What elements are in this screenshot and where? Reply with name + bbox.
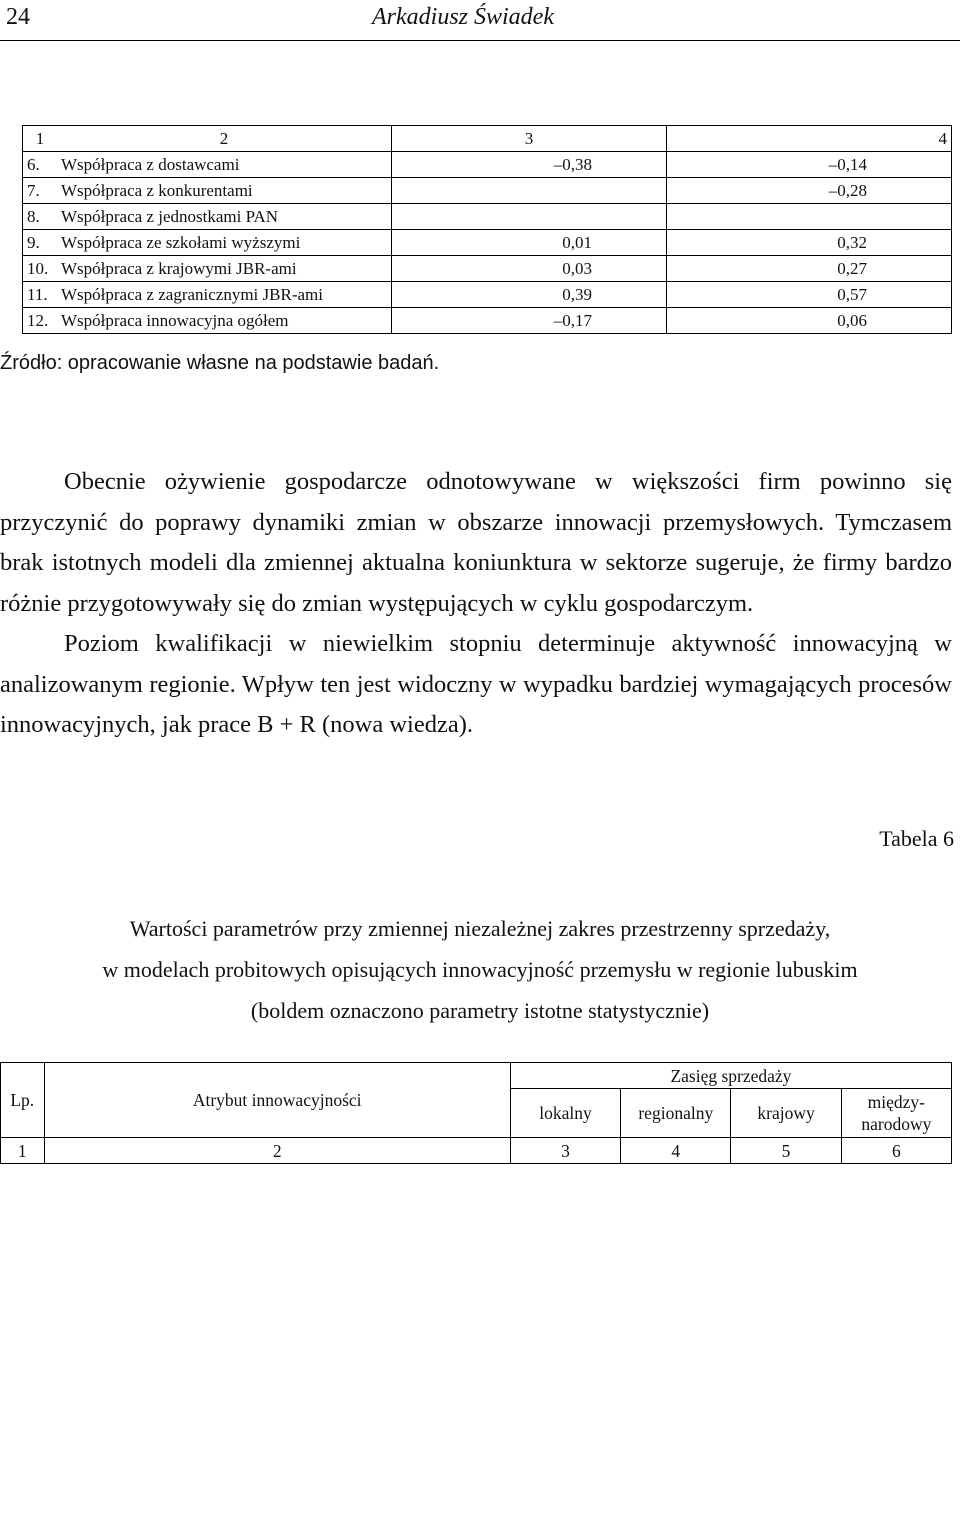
row-value: –0,14 [667,152,952,178]
table-column-numbers [1,1138,952,1164]
paragraph: Obecnie ożywienie gospodarcze odnotowywane w większości firm powinno się przyczynić do poprawy dynamiki zmian w obszarze innowacji przemysłowych. Tymczasem brak istotnych modeli dla zmiennej aktualna koniunktura w sektorze sugeruje, że firmy bardzo różnie przygotowywały się do zmian występujących w cyklu gospodarczym. [0,468,952,617]
row-value: 0,32 [667,230,952,256]
row-value: –0,17 [392,308,667,334]
caption-line: Wartości parametrów przy zmiennej niezależnej zakres przestrzenny sprzedaży, [129,916,831,941]
source-note: Źródło: opracowanie własne na podstawie badań. [0,352,440,374]
head-col-regional: regionalny [621,1089,731,1138]
row-value [392,204,667,230]
table-row [23,152,952,178]
page-header [0,0,960,41]
row-label: Współpraca innowacyjna ogółem [57,308,392,334]
row-value: –0,28 [667,178,952,204]
table-column-numbers [23,126,952,152]
row-lp: 11. [23,282,58,308]
col-number: 1 [23,126,58,152]
paragraph: Poziom kwalifikacji w niewielkim stopniu determinuje aktywność innowacyjną w analizowanym regionie. Wpływ ten jest widoczny w wypadku bardziej wymagających procesów innowacyjnych, jak prace B + R (nowa wiedza). [0,630,952,738]
head-group-sales-range: Zasięg sprzedaży [510,1063,951,1089]
running-head-author: Arkadiusz Świadek [372,4,554,30]
page-number: 24 [6,4,30,30]
row-value: 0,27 [667,256,952,282]
table-row [23,204,952,230]
col-number: 2 [44,1138,510,1164]
row-value [392,178,667,204]
head-attribute: Atrybut innowacyjności [44,1063,510,1138]
table-6 [0,1062,952,1164]
row-label: Współpraca z konkurentami [57,178,392,204]
row-label: Współpraca z dostawcami [57,152,392,178]
row-label: Współpraca z krajowymi JBR-ami [57,256,392,282]
row-value: 0,01 [392,230,667,256]
head-col-national: krajowy [731,1089,841,1138]
row-label: Współpraca z zagranicznymi JBR-ami [57,282,392,308]
caption-line: (boldem oznaczono parametry istotne statystycznie) [250,998,710,1023]
row-lp: 12. [23,308,58,334]
col-number: 2 [57,126,392,152]
head-col-local: lokalny [510,1089,620,1138]
table-row [23,308,952,334]
col-number: 1 [1,1138,45,1164]
row-lp: 6. [23,152,58,178]
col-number: 4 [621,1138,731,1164]
row-value: 0,06 [667,308,952,334]
table-head-row [1,1063,952,1089]
col-number: 4 [667,126,952,152]
row-label: Współpraca z jednostkami PAN [57,204,392,230]
table-caption [0,908,960,1031]
table-row [23,256,952,282]
col-number: 3 [510,1138,620,1164]
table-row [23,178,952,204]
row-lp: 7. [23,178,58,204]
table-continued [22,125,952,334]
col-number: 3 [392,126,667,152]
row-value: 0,39 [392,282,667,308]
head-lp: Lp. [1,1063,45,1138]
caption-line: w modelach probitowych opisujących innowacyjność przemysłu w regionie lubuskim [102,957,858,982]
col-number: 6 [841,1138,951,1164]
table-row [23,230,952,256]
body-text [0,462,952,746]
table-label: Tabela 6 [879,826,954,851]
row-value: 0,03 [392,256,667,282]
row-value: 0,57 [667,282,952,308]
col-number: 5 [731,1138,841,1164]
row-value [667,204,952,230]
head-col-line: narodowy [861,1114,932,1134]
row-lp: 10. [23,256,58,282]
row-label: Współpraca ze szkołami wyższymi [57,230,392,256]
head-col-line: między- [867,1092,926,1112]
row-lp: 9. [23,230,58,256]
row-lp: 8. [23,204,58,230]
head-col-international [841,1089,951,1138]
row-value: –0,38 [392,152,667,178]
table-row [23,282,952,308]
